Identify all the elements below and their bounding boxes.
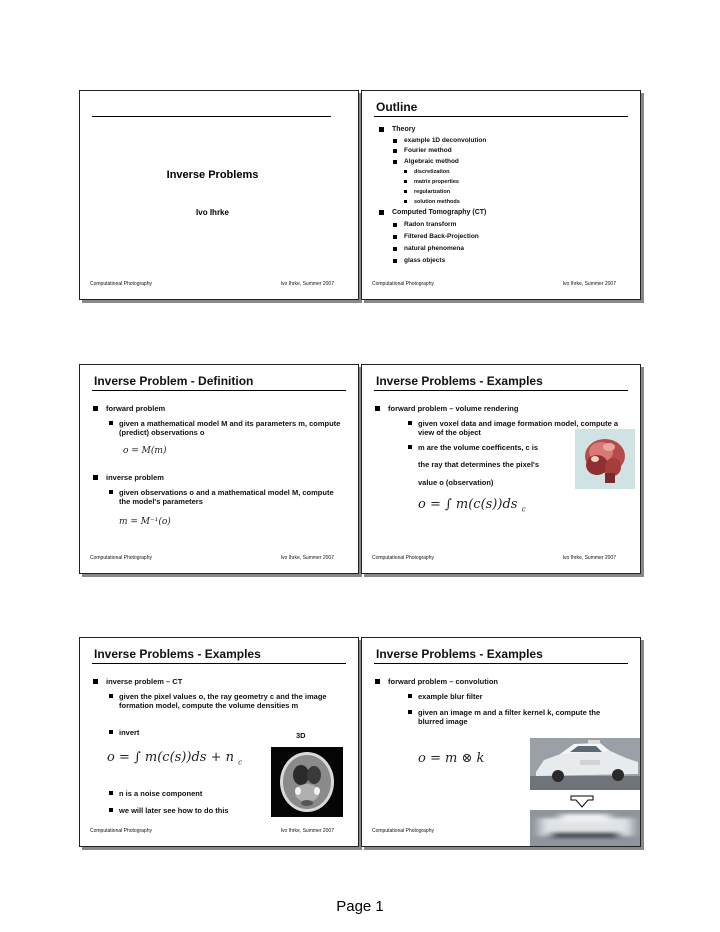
equation-subscript: c bbox=[521, 505, 526, 514]
list-item: Computed Tomography (CT) bbox=[372, 208, 486, 218]
text-line: value o (observation) bbox=[418, 478, 494, 487]
page-number: Page 1 bbox=[336, 898, 384, 915]
bullet: forward problem – volume rendering bbox=[388, 404, 519, 413]
title-rule bbox=[374, 116, 628, 117]
bullet: we will later see how to do this bbox=[119, 806, 229, 815]
list-item: solution methods bbox=[372, 197, 486, 207]
list-item: Filtered Back-Projection bbox=[372, 232, 486, 242]
slide-ct bbox=[79, 637, 359, 847]
list-item: Algebraic method bbox=[372, 157, 486, 167]
equation bbox=[107, 750, 242, 767]
slide-title: Inverse Problem - Definition bbox=[94, 374, 254, 388]
list-item: Fourier method bbox=[372, 146, 486, 156]
bullet: inverse problem bbox=[106, 473, 164, 482]
title-rule bbox=[92, 663, 346, 664]
slide-outline bbox=[361, 90, 641, 300]
equation-subscript: c bbox=[238, 758, 243, 767]
footer-author: Ivo Ihrke, Summer 2007 bbox=[562, 555, 616, 561]
ct-scan-image bbox=[271, 747, 343, 817]
bullet: n is a noise component bbox=[119, 789, 203, 798]
slide-title: Inverse Problems - Examples bbox=[94, 647, 261, 661]
equation: o = m ⊗ k bbox=[418, 751, 485, 766]
footer-course: Computational Photography bbox=[372, 828, 434, 834]
blurred-taxi-image bbox=[530, 810, 641, 846]
presentation-title: Inverse Problems bbox=[166, 169, 259, 181]
equation: m = M⁻¹(o) bbox=[119, 517, 171, 527]
list-item: regularization bbox=[372, 187, 486, 197]
title-rule bbox=[92, 116, 331, 117]
equation-text: o = ∫ m(c(s))ds bbox=[418, 497, 518, 512]
presentation-author: Ivo Ihrke bbox=[196, 208, 229, 217]
bullet: given an image m and a filter kernel k, compute the blurred image bbox=[418, 708, 628, 726]
list-item: natural phenomena bbox=[372, 244, 486, 254]
title-rule bbox=[92, 390, 346, 391]
bullet: given voxel data and image formation model, compute a view of the object bbox=[418, 419, 623, 437]
footer-author: Ivo Ihrke, Summer 2007 bbox=[280, 281, 334, 287]
equation: o = M(m) bbox=[123, 446, 167, 456]
text-line: the ray that determines the pixel's bbox=[418, 460, 539, 469]
equation bbox=[418, 497, 526, 514]
slide-title: Inverse Problems - Examples bbox=[376, 374, 543, 388]
bullet: m are the volume coefficents, c is bbox=[418, 443, 539, 452]
label-3d: 3D bbox=[296, 731, 306, 740]
footer-course: Computational Photography bbox=[90, 281, 152, 287]
slide-convolution bbox=[361, 637, 641, 847]
slide-title: Outline bbox=[376, 100, 418, 114]
bullet: forward problem bbox=[106, 404, 166, 413]
bullet: forward problem – convolution bbox=[388, 677, 499, 686]
footer-course: Computational Photography bbox=[372, 555, 434, 561]
list-item: Theory bbox=[372, 125, 486, 135]
list-item: glass objects bbox=[372, 256, 486, 266]
slide-definition bbox=[79, 364, 359, 574]
down-arrow-icon bbox=[570, 795, 594, 808]
bullet: given observations o and a mathematical model M, compute the model's parameters bbox=[119, 488, 344, 506]
footer-course: Computational Photography bbox=[372, 281, 434, 287]
taxi-image bbox=[530, 738, 641, 790]
bullet: inverse problem – CT bbox=[106, 677, 183, 686]
list-item: Radon transform bbox=[372, 220, 486, 230]
footer-course: Computational Photography bbox=[90, 828, 152, 834]
slide-title-page bbox=[79, 90, 359, 300]
outline-list bbox=[372, 125, 486, 266]
bullet: given the pixel values o, the ray geometry c and the image formation model, compute the volume densities m bbox=[119, 692, 334, 710]
slide-title: Inverse Problems - Examples bbox=[376, 647, 543, 661]
list-item: discretization bbox=[372, 167, 486, 177]
title-rule bbox=[374, 663, 628, 664]
equation-text: o = ∫ m(c(s))ds + n bbox=[107, 750, 234, 765]
bullet: invert bbox=[119, 728, 140, 737]
footer-author: Ivo Ihrke, Summer 2007 bbox=[562, 281, 616, 287]
footer-author: Ivo Ihrke, Summer 2007 bbox=[280, 828, 334, 834]
slide-volume-rendering bbox=[361, 364, 641, 574]
footer-course: Computational Photography bbox=[90, 555, 152, 561]
list-item: example 1D deconvolution bbox=[372, 136, 486, 146]
list-item: matrix properties bbox=[372, 177, 486, 187]
skull-volume-image bbox=[575, 429, 635, 489]
bullet: example blur filter bbox=[418, 692, 483, 701]
bullet: given a mathematical model M and its parameters m, compute (predict) observations o bbox=[119, 419, 344, 437]
title-rule bbox=[374, 390, 628, 391]
footer-author: Ivo Ihrke, Summer 2007 bbox=[280, 555, 334, 561]
